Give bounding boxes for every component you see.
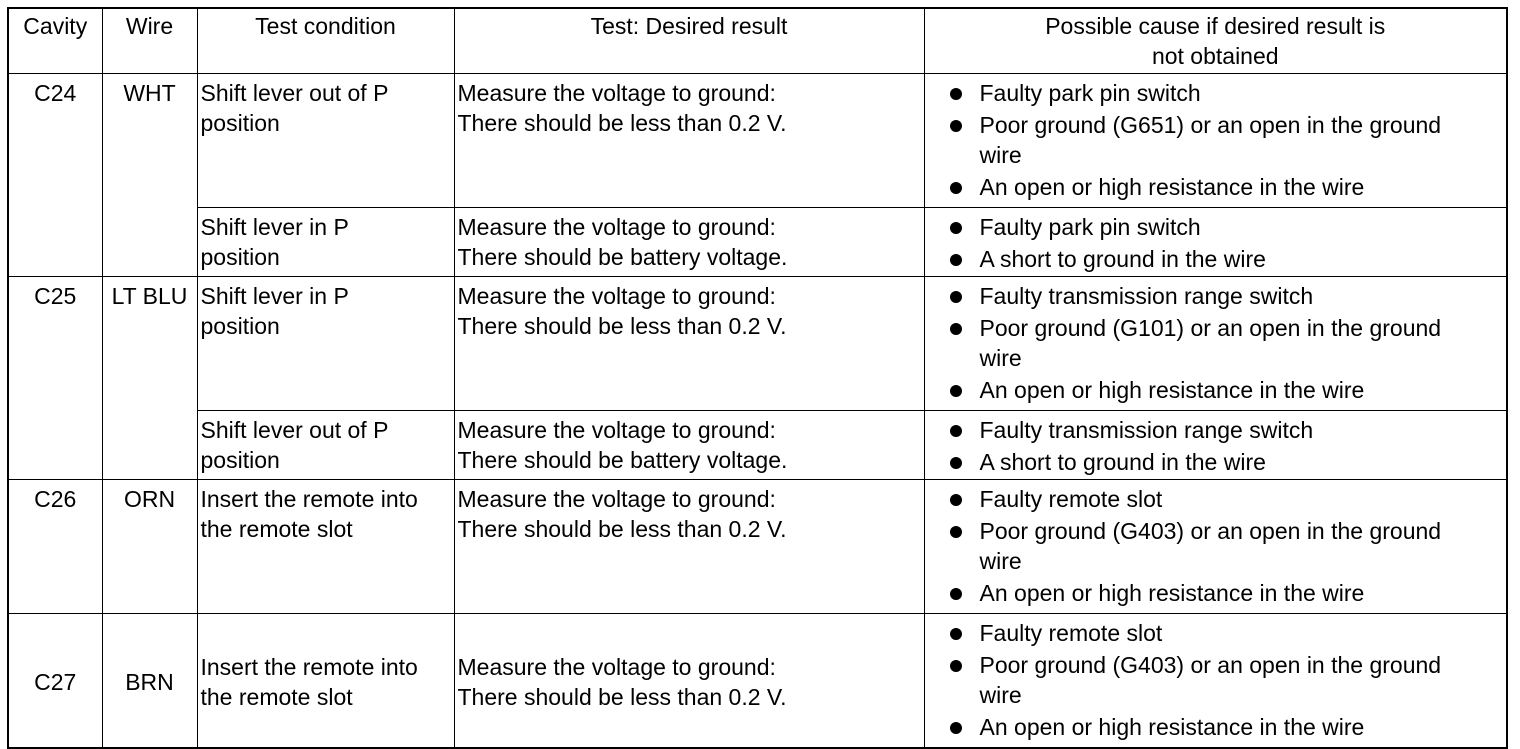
result-line: There should be less than 0.2 V. xyxy=(457,110,787,136)
header-wire: Wire xyxy=(102,8,197,74)
result-line: There should be less than 0.2 V. xyxy=(457,684,787,711)
header-test-condition: Test condition xyxy=(197,8,454,74)
cause-item: Poor ground (G403) or an open in the ground wire xyxy=(928,650,1504,710)
wire-cell: BRN xyxy=(102,614,197,748)
bullet-icon xyxy=(950,120,962,132)
cause-item: Faulty transmission range switch xyxy=(928,415,1504,445)
cause-cell xyxy=(924,480,1507,614)
condition-line: Shift lever in P xyxy=(200,214,349,240)
result-line: There should be less than 0.2 V. xyxy=(457,313,787,339)
table-row xyxy=(8,208,1507,277)
table-row xyxy=(8,74,1507,208)
condition-cell xyxy=(197,480,454,614)
result-line: There should be battery voltage. xyxy=(457,244,788,270)
condition-line: position xyxy=(200,110,280,136)
cause-cell xyxy=(924,614,1507,748)
cause-item: An open or high resistance in the wire xyxy=(928,172,1504,202)
bullet-icon xyxy=(950,660,962,672)
header-row xyxy=(8,8,1507,74)
cause-item: Poor ground (G651) or an open in the ground wire xyxy=(928,110,1504,170)
cause-item: An open or high resistance in the wire xyxy=(928,712,1504,742)
bullet-icon xyxy=(950,628,962,640)
bullet-icon xyxy=(950,222,962,234)
condition-line: Shift lever out of P xyxy=(200,80,389,106)
result-cell xyxy=(454,480,924,614)
cause-cell xyxy=(924,277,1507,411)
condition-line: the remote slot xyxy=(200,684,353,711)
cause-cell xyxy=(924,208,1507,277)
cause-item: Faulty remote slot xyxy=(928,484,1504,514)
bullet-icon xyxy=(950,182,962,194)
result-cell xyxy=(454,411,924,480)
header-cause-line2: not obtained xyxy=(1151,43,1279,69)
table-row xyxy=(8,411,1507,480)
cause-item: An open or high resistance in the wire xyxy=(928,375,1504,405)
cause-item: Faulty transmission range switch xyxy=(928,281,1504,311)
condition-line: Insert the remote into xyxy=(200,654,418,681)
result-line: Measure the voltage to ground: xyxy=(457,283,776,309)
result-line: Measure the voltage to ground: xyxy=(457,654,776,681)
bullet-icon xyxy=(950,722,962,734)
cause-item: Poor ground (G101) or an open in the ground wire xyxy=(928,313,1504,373)
bullet-icon xyxy=(950,588,962,600)
cause-item: Faulty park pin switch xyxy=(928,78,1504,108)
cause-cell xyxy=(924,74,1507,208)
condition-cell xyxy=(197,208,454,277)
result-cell xyxy=(454,74,924,208)
table-row xyxy=(8,277,1507,411)
condition-line: Shift lever in P xyxy=(200,283,349,309)
bullet-icon xyxy=(950,323,962,335)
result-line: Measure the voltage to ground: xyxy=(457,214,776,240)
condition-line: position xyxy=(200,244,280,270)
table-row xyxy=(8,480,1507,614)
cavity-cell: C25 xyxy=(8,277,102,480)
header-cavity: Cavity xyxy=(8,8,102,74)
bullet-icon xyxy=(950,526,962,538)
result-line: Measure the voltage to ground: xyxy=(457,80,776,106)
bullet-icon xyxy=(950,425,962,437)
result-cell xyxy=(454,614,924,748)
cause-item: Poor ground (G403) or an open in the ground wire xyxy=(928,516,1504,576)
wire-cell: ORN xyxy=(102,480,197,614)
condition-line: position xyxy=(200,313,280,339)
cause-item: A short to ground in the wire xyxy=(928,244,1504,274)
table-row xyxy=(8,614,1507,748)
header-possible-cause xyxy=(924,8,1507,74)
bullet-icon xyxy=(950,291,962,303)
cause-item: Faulty remote slot xyxy=(928,618,1504,648)
condition-line: the remote slot xyxy=(200,516,353,542)
wire-cell: LT BLU xyxy=(102,277,197,480)
condition-line: Insert the remote into xyxy=(200,486,418,512)
bullet-icon xyxy=(950,385,962,397)
header-desired-result: Test: Desired result xyxy=(454,8,924,74)
condition-line: Shift lever out of P xyxy=(200,417,389,443)
cause-cell xyxy=(924,411,1507,480)
result-cell xyxy=(454,208,924,277)
cause-item: Faulty park pin switch xyxy=(928,212,1504,242)
condition-cell xyxy=(197,411,454,480)
cavity-cell: C27 xyxy=(8,614,102,748)
result-cell xyxy=(454,277,924,411)
bullet-icon xyxy=(950,494,962,506)
condition-cell xyxy=(197,277,454,411)
bullet-icon xyxy=(950,88,962,100)
result-line: There should be battery voltage. xyxy=(457,447,788,473)
wire-cell: WHT xyxy=(102,74,197,277)
condition-line: position xyxy=(200,447,280,473)
test-table xyxy=(7,7,1508,749)
result-line: Measure the voltage to ground: xyxy=(457,486,776,512)
bullet-icon xyxy=(950,457,962,469)
cavity-cell: C26 xyxy=(8,480,102,614)
cause-item: An open or high resistance in the wire xyxy=(928,578,1504,608)
result-line: Measure the voltage to ground: xyxy=(457,417,776,443)
cavity-cell: C24 xyxy=(8,74,102,277)
header-cause-line1: Possible cause if desired result is xyxy=(1045,13,1386,39)
bullet-icon xyxy=(950,254,962,266)
cause-item: A short to ground in the wire xyxy=(928,447,1504,477)
condition-cell xyxy=(197,614,454,748)
condition-cell xyxy=(197,74,454,208)
result-line: There should be less than 0.2 V. xyxy=(457,516,787,542)
